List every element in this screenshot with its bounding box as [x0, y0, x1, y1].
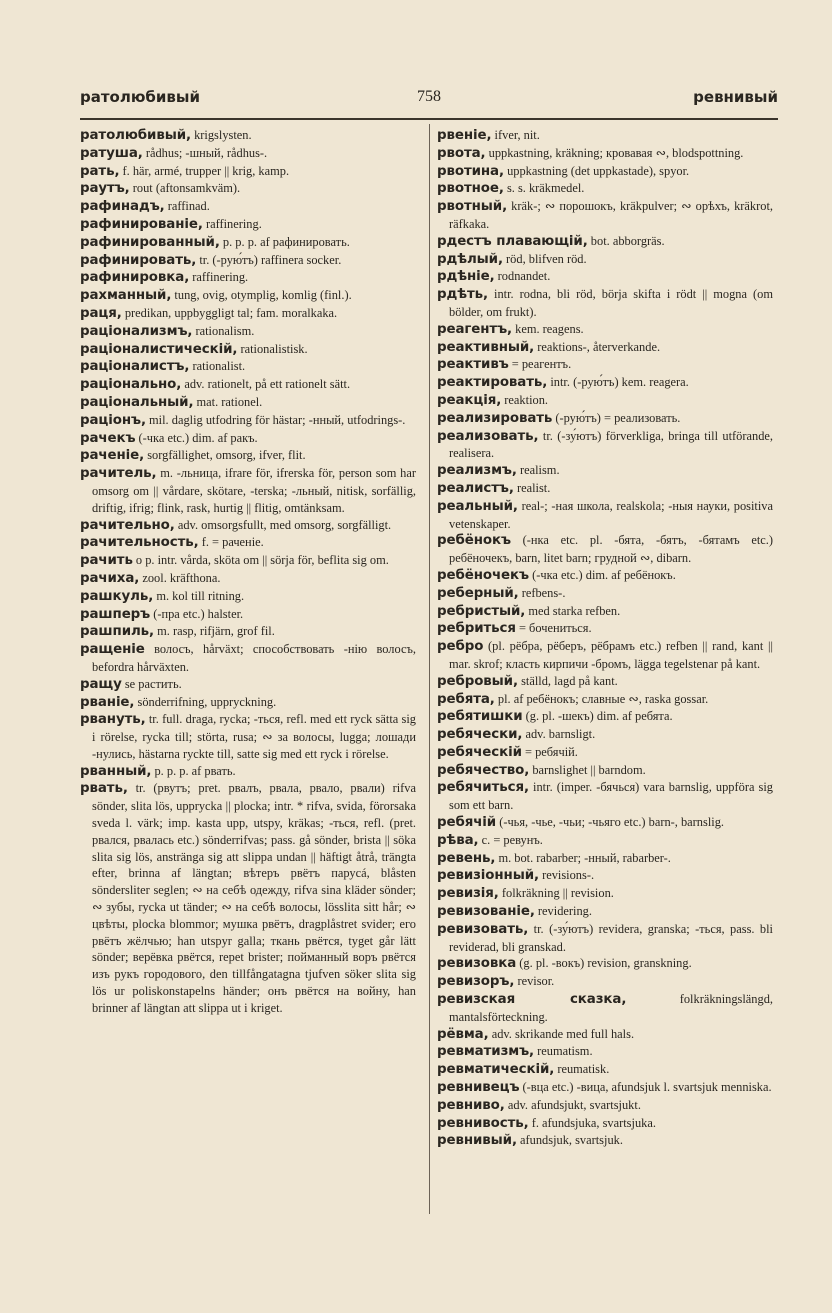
entry-definition: reumatism.	[534, 1044, 593, 1059]
entry-definition: bot. abborgräs.	[587, 233, 665, 248]
dictionary-entry	[80, 287, 416, 305]
entry-definition: (-рую́тъ) = реализовать.	[552, 410, 681, 425]
dictionary-entry	[80, 447, 416, 465]
entry-definition: tung, ovig, otymplig, komlig (finl.).	[171, 288, 352, 303]
entry-definition: raffinad.	[164, 199, 210, 214]
entry-definition: predikan, uppbyggligt tal; fam. moralkaka.	[121, 305, 338, 320]
entry-definition: mat. rationel.	[193, 394, 263, 409]
entry-definition: tr. full. draga, rycka; -ться, refl. med ett ryck sätta sig i rörelse, rycka till; störta, rusa; ∾ за волосы, lugga; лошади -нулись, hästarna ryckte till, satte sig med ett ryck i rörelse.	[92, 712, 416, 761]
dictionary-entry	[437, 1115, 773, 1133]
entry-headword: ревнивецъ	[437, 1080, 520, 1096]
entry-headword: ревизоръ,	[437, 974, 515, 990]
entry-headword: рать,	[80, 163, 120, 179]
entry-definition: tr. (-рую́тъ) raffinera socker.	[196, 252, 342, 267]
entry-headword: рдестъ плавающій,	[437, 233, 588, 249]
entry-definition: (-нка etc. pl. -бята, -бятъ, -бятамъ etc.) ребёночекъ, barn, litet barn; грудной ∾, dibarn.	[449, 533, 773, 566]
entry-definition: krigslysten.	[191, 128, 252, 142]
entry-definition: m. bot. rabarber; -нный, rabarber-.	[495, 850, 671, 865]
entry-headword: реализировать	[437, 410, 553, 426]
entry-definition: (pl. рёбра, рёберъ, рёбрамъ etc.) refben || rand, kant || mar. skrof; класть кирпичи -бромъ, lägga tegelstenar på kant.	[449, 639, 773, 671]
entry-definition: m. -льница, ifrare för, ifrerska för, person som har omsorg om || vårdare, skötare, -terska; -льный, nitisk, sorfällig, driftig, ifrig; flink, rask, hurtig || flitig, omtänksam.	[92, 466, 416, 515]
entry-headword: ревень,	[437, 850, 496, 866]
entry-headword: рачить	[80, 553, 133, 569]
left-running-headword: ратолюбивый	[80, 88, 200, 106]
entry-definition: real-; -ная школа, realskola; -ныя науки, positiva vetenskaper.	[449, 498, 773, 531]
entry-headword: ревнивый,	[437, 1133, 517, 1149]
dictionary-entry	[80, 517, 416, 535]
dictionary-entry	[80, 323, 416, 341]
entry-definition: uppkastning (det uppkastade), spyor.	[503, 163, 690, 178]
entry-definition: realist.	[513, 480, 551, 495]
dictionary-entry	[437, 973, 773, 991]
dictionary-entry	[437, 356, 773, 374]
dictionary-entry	[437, 832, 773, 850]
entry-definition: reaktion.	[501, 392, 548, 407]
entry-definition: ifver, nit.	[491, 128, 540, 142]
dictionary-entry	[80, 430, 416, 448]
dictionary-entry	[80, 341, 416, 359]
entry-definition: mil. daglig utfodring för hästar; -нный, utfodrings-.	[145, 412, 406, 427]
entry-definition: (-чка etc.) dim. af ребёнокъ.	[528, 567, 676, 582]
entry-definition: folkräkning || revision.	[498, 886, 614, 901]
entry-headword: ребячество,	[437, 762, 530, 778]
entry-definition: rationalism.	[192, 323, 255, 338]
entry-headword: ревизіонный,	[437, 868, 539, 884]
entry-definition: revisions-.	[538, 868, 595, 883]
dictionary-entry	[80, 570, 416, 588]
entry-headword: ребячески,	[437, 727, 523, 743]
entry-definition: kräk-; ∾ порошокъ, kräkpulver; ∾ орѣхъ, kräkrot, räfkaka.	[449, 199, 773, 231]
entry-definition: raffinering.	[189, 270, 249, 285]
dictionary-entry	[437, 180, 773, 198]
dictionary-entry	[437, 374, 773, 392]
entry-headword: рванный,	[80, 763, 152, 779]
dictionary-entry	[80, 358, 416, 376]
dictionary-entry	[437, 955, 773, 973]
entry-headword: ращу	[80, 676, 122, 692]
entry-headword: рвотина,	[437, 163, 504, 179]
entry-headword: рафинированіе,	[80, 216, 203, 232]
entry-definition: rådhus; -шный, rådhus-.	[142, 145, 268, 160]
header-rule	[80, 118, 778, 120]
entry-headword: рвотный,	[437, 199, 508, 215]
right-running-headword: ревнивый	[693, 88, 778, 106]
dictionary-entry	[437, 708, 773, 726]
entry-headword: рачекъ	[80, 430, 136, 446]
entry-definition: = бочениться.	[515, 621, 592, 636]
entry-definition: barnslighet || barndom.	[529, 762, 646, 777]
entry-definition: adv. skrikande med full hals.	[488, 1026, 635, 1041]
entry-headword: рѣва,	[437, 832, 479, 848]
dictionary-entry	[80, 376, 416, 394]
entry-headword: реактивъ	[437, 357, 509, 373]
entry-definition: (-вца etc.) -вица, afundsjuk l. svartsjuk menniska.	[519, 1080, 772, 1095]
dictionary-entry	[437, 1079, 773, 1097]
entry-definition: s. s. kräkmedel.	[503, 181, 585, 196]
dictionary-entry	[437, 410, 773, 428]
dictionary-entry	[80, 676, 416, 694]
entry-definition: = реагентъ.	[508, 357, 572, 372]
entry-headword: рвануть,	[80, 712, 146, 728]
entry-definition: adv. omsorgsfullt, med omsorg, sorgfälligt.	[174, 517, 392, 532]
dictionary-entry	[437, 268, 773, 286]
dictionary-entry	[437, 286, 773, 321]
entry-headword: ребячиться,	[437, 780, 529, 796]
entry-definition: m. rasp, rifjärn, grof fil.	[154, 624, 275, 639]
dictionary-entry	[437, 339, 773, 357]
dictionary-entry	[80, 465, 416, 516]
entry-definition: sorgfällighet, omsorg, ifver, flit.	[144, 448, 306, 463]
dictionary-entry	[80, 163, 416, 181]
dictionary-entry	[80, 606, 416, 624]
dictionary-entry	[80, 127, 416, 145]
dictionary-entry	[437, 163, 773, 181]
entry-definition: intr. rodna, bli röd, börja skifta i rödt || mogna (om bölder, om frukt).	[449, 287, 773, 319]
entry-definition: raffinering.	[202, 216, 262, 231]
entry-headword: рдѣть,	[437, 287, 488, 303]
entry-definition: p. p. p. af рафинировать.	[219, 234, 350, 249]
entry-headword: рафинированный,	[80, 234, 220, 250]
entry-definition: f. afundsjuka, svartsjuka.	[528, 1115, 656, 1130]
dictionary-entry	[80, 641, 416, 676]
dictionary-entry	[80, 305, 416, 323]
dictionary-entry	[80, 552, 416, 570]
entry-headword: рвота,	[437, 145, 486, 161]
entry-headword: ребриться	[437, 621, 516, 637]
dictionary-entry	[437, 127, 773, 145]
dictionary-entry	[80, 780, 416, 1016]
entry-headword: реагентъ,	[437, 321, 513, 337]
dictionary-entry	[80, 763, 416, 781]
dictionary-entry	[80, 145, 416, 163]
entry-headword: ратуша,	[80, 145, 143, 161]
entry-definition: f. = раченіе.	[198, 535, 264, 550]
dictionary-entry	[437, 1026, 773, 1044]
entry-headword: рёвма,	[437, 1026, 489, 1042]
dictionary-entry	[437, 903, 773, 921]
entry-definition: reaktions-, återverkande.	[534, 339, 661, 354]
column-divider	[429, 124, 430, 1214]
entry-headword: рафинадъ,	[80, 199, 165, 215]
dictionary-entry	[80, 234, 416, 252]
entry-headword: рашкуль,	[80, 588, 154, 604]
entry-definition: (g. pl. -вокъ) revision, granskning.	[516, 956, 692, 971]
dictionary-entry	[437, 428, 773, 463]
entry-headword: раціонализмъ,	[80, 323, 193, 339]
entry-definition: adv. barnsligt.	[522, 727, 596, 742]
entry-definition: realism.	[516, 463, 560, 478]
entry-headword: ребровый,	[437, 673, 518, 689]
dictionary-entry	[80, 394, 416, 412]
entry-headword: ращеніе	[80, 642, 145, 658]
dictionary-entry	[437, 585, 773, 603]
entry-headword: рашпиль,	[80, 624, 155, 640]
entry-definition: se растить.	[121, 676, 182, 691]
entry-definition: c. = ревунъ.	[478, 832, 543, 847]
dictionary-entry	[437, 145, 773, 163]
entry-definition: (-чка etc.) dim. af ракъ.	[135, 430, 258, 445]
dictionary-entry	[437, 233, 773, 251]
entry-headword: ребёнокъ	[437, 533, 511, 549]
dictionary-entry	[437, 480, 773, 498]
entry-headword: рачительность,	[80, 535, 199, 551]
entry-headword: рдѣлый,	[437, 251, 503, 267]
entry-headword: ревизовать,	[437, 921, 529, 937]
dictionary-entry	[437, 991, 773, 1026]
entry-headword: рахманный,	[80, 288, 172, 304]
entry-definition: pl. af ребёнокъ; славные ∾, raska gossar.	[494, 691, 709, 706]
left-column	[80, 127, 416, 1217]
entry-definition: reumatisk.	[554, 1062, 610, 1077]
entry-definition: tr. (-зу́ютъ) revidera, granska; -ться, pass. bli reviderad, bli granskad.	[449, 921, 773, 954]
entry-headword: рвать,	[80, 781, 128, 797]
entry-headword: ревизованіе,	[437, 904, 535, 920]
entry-definition: refbens-.	[518, 585, 566, 600]
dictionary-entry	[437, 867, 773, 885]
entry-headword: ревизовка	[437, 956, 517, 972]
entry-definition: rodnandet.	[494, 269, 551, 284]
entry-definition: m. kol till ritning.	[153, 588, 245, 603]
entry-headword: рафинировать,	[80, 252, 197, 268]
dictionary-entry	[437, 744, 773, 762]
dictionary-entry	[80, 412, 416, 430]
entry-definition: rationalist.	[189, 359, 246, 374]
entry-definition: tr. (-зу́ютъ) förverkliga, bringa till utförande, realisera.	[449, 428, 773, 461]
entry-headword: реализовать,	[437, 428, 539, 444]
entry-headword: рачительно,	[80, 517, 175, 533]
dictionary-entry	[437, 1043, 773, 1061]
dictionary-entry	[80, 252, 416, 270]
page-number: 758	[417, 88, 441, 105]
entry-definition: med starka refben.	[525, 603, 621, 618]
dictionary-entry	[437, 779, 773, 814]
dictionary-entry	[437, 567, 773, 585]
dictionary-entry	[80, 534, 416, 552]
entry-headword: реакція,	[437, 392, 502, 408]
entry-definition: f. här, armé, trupper || krig, kamp.	[119, 163, 290, 178]
entry-headword: ревниво,	[437, 1097, 505, 1113]
entry-headword: ребяческій	[437, 744, 522, 760]
entry-headword: рвотное,	[437, 181, 504, 197]
entry-headword: раціонъ,	[80, 412, 146, 428]
entry-definition: kem. reagens.	[512, 321, 584, 336]
dictionary-entry	[80, 588, 416, 606]
dictionary-entry	[437, 532, 773, 567]
dictionary-entry	[437, 1097, 773, 1115]
dictionary-entry	[437, 620, 773, 638]
entry-definition: folkräkningslängd, mantalsförteckning.	[449, 992, 773, 1024]
entry-definition: uppkastning, kräkning; кровавая ∾, blodspottning.	[485, 145, 744, 160]
dictionary-entry	[80, 180, 416, 198]
dictionary-entry	[437, 603, 773, 621]
dictionary-entry	[437, 673, 773, 691]
entry-definition: röd, blifven röd.	[502, 251, 587, 266]
entry-headword: рафинировка,	[80, 270, 190, 286]
entry-headword: раціоналистъ,	[80, 359, 190, 375]
dictionary-entry	[80, 216, 416, 234]
dictionary-entry	[437, 1061, 773, 1079]
entry-definition: afundsjuk, svartsjuk.	[516, 1133, 623, 1148]
dictionary-entry	[437, 885, 773, 903]
entry-headword: раціоналистическій,	[80, 341, 238, 357]
dictionary-entry	[437, 762, 773, 780]
entry-headword: рвеніе,	[437, 128, 492, 143]
entry-headword: ратолюбивый,	[80, 128, 191, 143]
entry-headword: ребячій	[437, 815, 497, 831]
entry-definition: p. p. p. af рвать.	[151, 763, 236, 778]
entry-definition: revisor.	[514, 974, 555, 989]
dictionary-entry	[80, 694, 416, 712]
entry-headword: реактивный,	[437, 339, 535, 355]
entry-headword: рачиха,	[80, 570, 140, 586]
entry-headword: раутъ,	[80, 181, 130, 197]
entry-headword: раціональный,	[80, 394, 194, 410]
entry-definition: intr. (imper. -бячься) vara barnslig, uppföra sig som ett barn.	[449, 780, 773, 813]
dictionary-entry	[437, 691, 773, 709]
entry-headword: ревизія,	[437, 886, 499, 902]
entry-headword: ревматическій,	[437, 1062, 555, 1078]
entry-headword: раціонально,	[80, 377, 182, 393]
dictionary-entry	[80, 269, 416, 287]
entry-headword: ребёночекъ	[437, 567, 529, 583]
entry-headword: реактировать,	[437, 375, 548, 391]
entry-definition: o p. intr. vårda, sköta om || sörja för, beflita sig om.	[132, 553, 389, 568]
dictionary-entry	[437, 462, 773, 480]
entry-definition: revidering.	[534, 904, 592, 919]
entry-headword: рдѣніе,	[437, 269, 495, 285]
entry-headword: ребристый,	[437, 603, 526, 619]
dictionary-entry	[80, 623, 416, 641]
entry-headword: рашперъ	[80, 606, 151, 622]
entry-headword: рачитель,	[80, 466, 157, 482]
entry-definition: intr. (-рую́тъ) kem. reagera.	[547, 375, 689, 390]
dictionary-entry	[437, 814, 773, 832]
entry-definition: rationalistisk.	[237, 341, 308, 356]
entry-headword: ревматизмъ,	[437, 1044, 535, 1060]
entry-headword: раченіе,	[80, 448, 145, 464]
dictionary-entry	[437, 392, 773, 410]
dictionary-entry	[80, 711, 416, 762]
entry-definition: rout (aftonsamkväm).	[129, 181, 241, 196]
dictionary-entry	[437, 850, 773, 868]
dictionary-entry	[437, 198, 773, 233]
entry-definition: adv. rationelt, på ett rationelt sätt.	[181, 377, 351, 392]
entry-definition: (-пра etc.) halster.	[150, 606, 244, 621]
entry-headword: ребята,	[437, 691, 495, 707]
dictionary-entry	[437, 498, 773, 533]
dictionary-entry	[437, 726, 773, 744]
entry-headword: ребятишки	[437, 709, 523, 725]
entry-definition: (g. pl. -шекъ) dim. af ребята.	[522, 709, 673, 724]
entry-headword: реалистъ,	[437, 480, 514, 496]
entry-headword: реализмъ,	[437, 463, 517, 479]
entry-headword: ревнивость,	[437, 1115, 529, 1131]
dictionary-entry	[437, 1132, 773, 1150]
dictionary-entry	[437, 638, 773, 673]
entry-definition: (-чья, -чье, -чьи; -чьяго etc.) barn-, barnslig.	[496, 815, 724, 830]
entry-definition: tr. (рвутъ; pret. рвалъ, рвала, рвало, рвали) rifva sönder, slita lös, uppryckа || plocka; intr. * rifva, svida, förorsaka sveda l. värk; imp. kasta upp, utspy, kräkas; -ться, refl. (pret. рвался, рвалась etc.) sönderrifvas; pass. gå sönder, brista || söka slita sig lös, anstränga sig att slippa undan || häftigt åtrå, trängta efter, brinna af längtan; вѣтеръ рвётъ парусá, blåsten söndersliter seglen; ∾ на себѣ одежду, rifva sina kläder sönder; ∾ зубы, rycka ut tänder; ∾ на себѣ волосы, lösslita sitt hår; ∾ цвѣты, plocka blommor; мушка рвётъ, dragplåstret svider; его рвётъ жёлчью; han utspyr galla; ткань рвётся, tyget går lätt sönder; верёвка рвётся, repet brister; пойманный воръ рвётся изъ рукъ городового, den tillfångatagna tjufven söker slita sig lös ur poliskonstapelns händer; онъ рвётся на войну, han brinner af längtan att slippa ut i kriget.	[92, 781, 416, 1015]
entry-definition: adv. afundsjukt, svartsjukt.	[504, 1097, 641, 1112]
dictionary-entry	[437, 921, 773, 956]
entry-definition: волосъ, hårväxt; способствовать -нію волосъ, befordra hårväxten.	[92, 642, 416, 674]
dictionary-entry	[437, 251, 773, 269]
entry-headword: реальный,	[437, 498, 518, 514]
dictionary-entry	[437, 321, 773, 339]
entry-definition: = ребячій.	[521, 744, 578, 759]
entry-headword: раця,	[80, 305, 122, 321]
entry-definition: zool. kräfthona.	[139, 570, 221, 585]
dictionary-entry	[80, 198, 416, 216]
entry-headword: ревизская сказка,	[437, 992, 627, 1008]
entry-headword: рваніе,	[80, 694, 135, 710]
page-header	[80, 86, 778, 112]
right-column	[437, 127, 773, 1217]
entry-definition: sönderrifning, uppryckning.	[134, 694, 277, 709]
entry-headword: ребро	[437, 639, 484, 655]
entry-headword: реберный,	[437, 585, 519, 601]
entry-definition: ställd, lagd på kant.	[517, 673, 618, 688]
